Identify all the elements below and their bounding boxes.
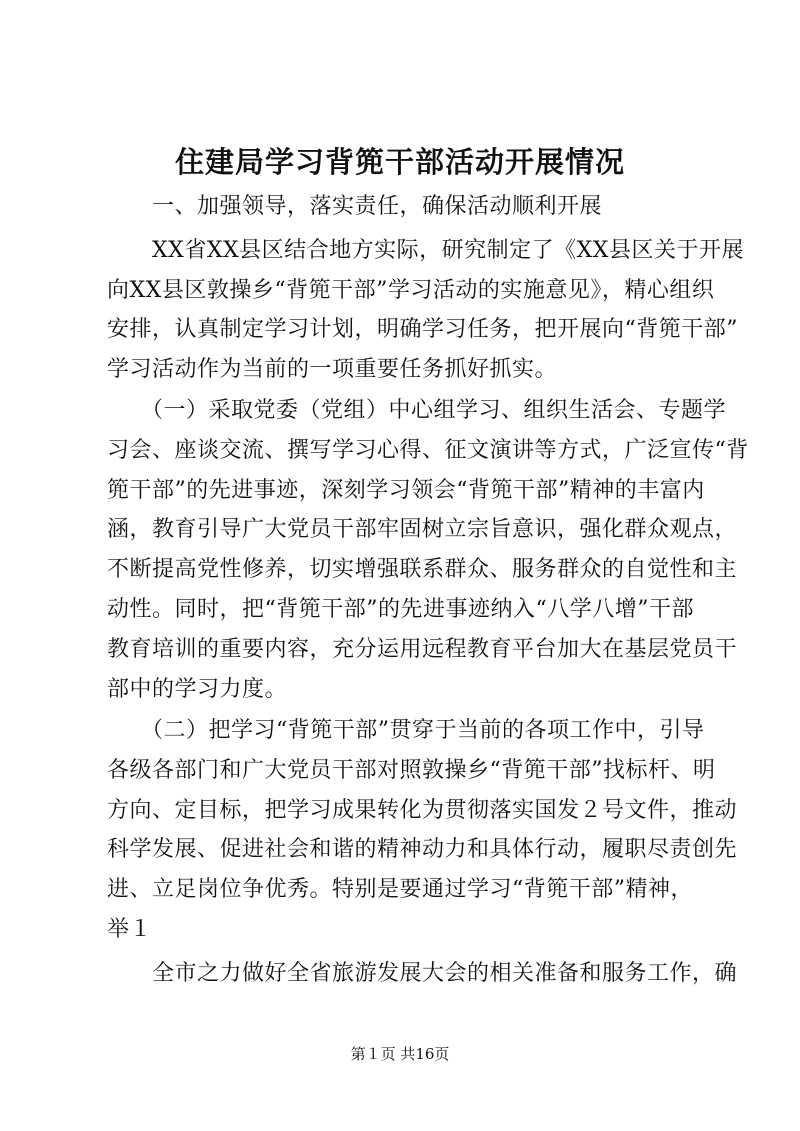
section-heading-1: 一、加强领导，落实责任，确保活动顺利开展 — [107, 194, 603, 219]
document-title: 住建局学习背篼干部活动开展情况 — [174, 145, 625, 179]
paragraph-line: 涵，教育引导广大党员干部牢固树立宗旨意识，强化群众观点， — [107, 517, 738, 542]
paragraph-line: 全市之力做好全省旅游发展大会的相关准备和服务工作，确 — [107, 961, 738, 986]
paragraph-line: 各级各部门和广大党员干部对照敦操乡“背篼干部”找标杆、明 — [107, 758, 716, 783]
paragraph-line: 习会、座谈交流、撰写学习心得、征文演讲等方式，广泛宣传“背 — [107, 438, 749, 463]
paragraph-line: 部中的学习力度。 — [107, 677, 288, 702]
paragraph-line: 安排，认真制定学习计划，明确学习任务，把开展向“背篼干部” — [107, 317, 738, 342]
paragraph-line: 向XX县区敦操乡“背篼干部”学习活动的实施意见》，精心组织 — [107, 278, 715, 303]
paragraph-line: 篼干部”的先进事迹，深刻学习领会“背篼干部”精神的丰富内 — [107, 478, 705, 503]
paragraph-line: 科学发展、促进社会和谐的精神动力和具体行动，履职尽责创先 — [107, 837, 738, 862]
paragraph-line: （二）把学习“背篼干部”贯穿于当前的各项工作中，引导 — [107, 718, 705, 743]
paragraph-line: 方向、定目标，把学习成果转化为贯彻落实国发２号文件，推动 — [107, 798, 738, 823]
paragraph-line: 不断提高党性修养，切实增强联系群众、服务群众的自觉性和主 — [107, 557, 738, 582]
paragraph-line: 学习活动作为当前的一项重要任务抓好抓实。 — [107, 357, 558, 382]
paragraph-line: 教育培训的重要内容，充分运用远程教育平台加大在基层党员干 — [107, 637, 738, 662]
paragraph-line: XX省XX县区结合地方实际，研究制定了《XX县区关于开展 — [107, 238, 744, 263]
paragraph-line: 举１ — [107, 917, 153, 942]
paragraph-line: 进、立足岗位争优秀。特别是要通过学习“背篼干部”精神， — [107, 877, 693, 902]
page-number-footer: 第１页 共16页 — [350, 1045, 450, 1063]
paragraph-line: 动性。同时，把“背篼干部”的先进事迹纳入“八学八增”干部 — [107, 597, 694, 622]
paragraph-line: （一）采取党委（党组）中心组学习、组织生活会、专题学 — [107, 398, 727, 423]
